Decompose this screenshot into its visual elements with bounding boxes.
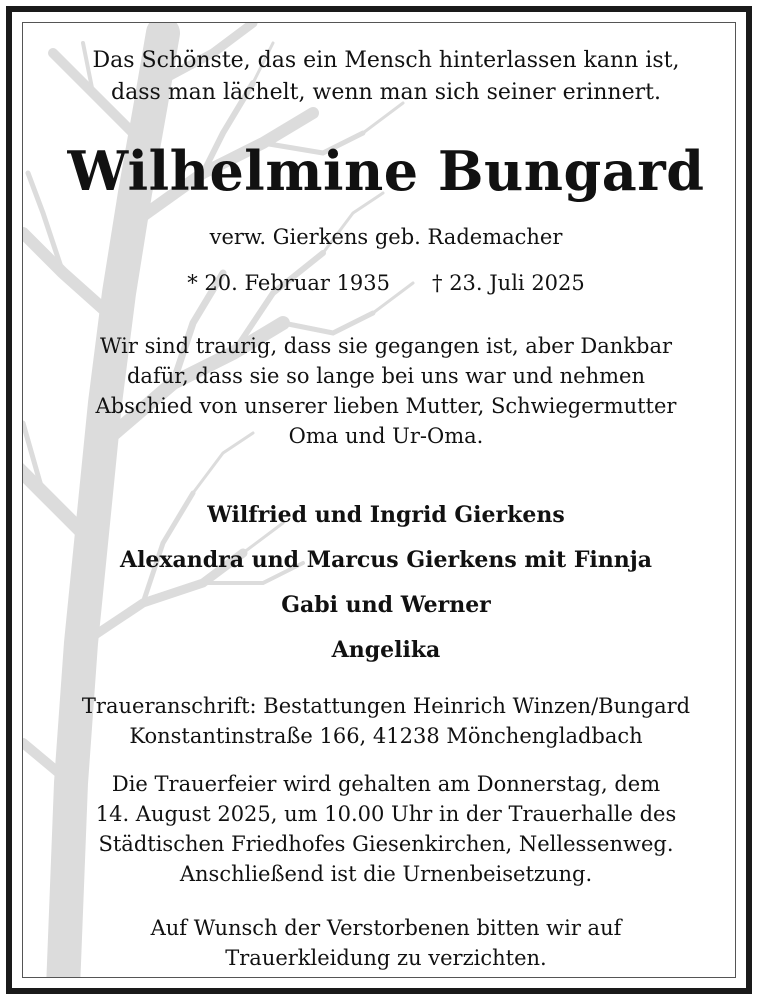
service-line: Die Trauerfeier wird gehalten am Donnerstag, dem [111,772,661,796]
farewell-line: Wir sind traurig, dass sie gegangen ist, aber Dankbar [99,334,673,358]
quote-line: dass man lächelt, wenn man sich seiner erinnert. [111,80,661,105]
farewell-text [23,331,736,451]
mourning-address [23,691,736,751]
address-line: Traueranschrift: Bestattungen Heinrich Winzen/Bungard [81,694,691,718]
maiden-name: verw. Gierkens geb. Rademacher [209,225,563,249]
family-member: Alexandra und Marcus Gierkens mit Finnja [120,547,652,573]
notice-content [23,23,736,978]
birth-date: * 20. Februar 1935 [187,271,391,295]
life-dates [23,269,736,297]
address-line: Konstantinstraße 166, 41238 Mönchengladbach [129,724,643,748]
wish-line: Auf Wunsch der Verstorbenen bitten wir auf [150,916,622,940]
family-member: Angelika [331,637,441,663]
funeral-service-info [23,769,736,889]
death-date: † 23. Juli 2025 [432,271,585,295]
outer-border [6,6,752,994]
farewell-line: dafür, dass sie so lange bei uns war und nehmen [126,364,646,388]
quote-line: Das Schönste, das ein Mensch hinterlassen kann ist, [92,48,680,73]
dress-code-wish [23,913,736,973]
farewell-line: Oma und Ur-Oma. [288,424,484,448]
family-names [23,493,736,673]
service-line: Städtischen Friedhofes Giesenkirchen, Nellessenweg. [98,832,674,856]
quote-block [23,45,736,109]
service-line: Anschließend ist die Urnenbeisetzung. [179,862,593,886]
farewell-line: Abschied von unserer lieben Mutter, Schwiegermutter [95,394,677,418]
family-member: Gabi und Werner [281,592,491,618]
inner-border [22,22,736,978]
wish-line: Trauerkleidung zu verzichten. [225,946,547,970]
service-line: 14. August 2025, um 10.00 Uhr in der Trauerhalle des [95,802,677,826]
family-member: Wilfried und Ingrid Gierkens [207,502,565,528]
deceased-name: Wilhelmine Bungard [67,139,705,203]
